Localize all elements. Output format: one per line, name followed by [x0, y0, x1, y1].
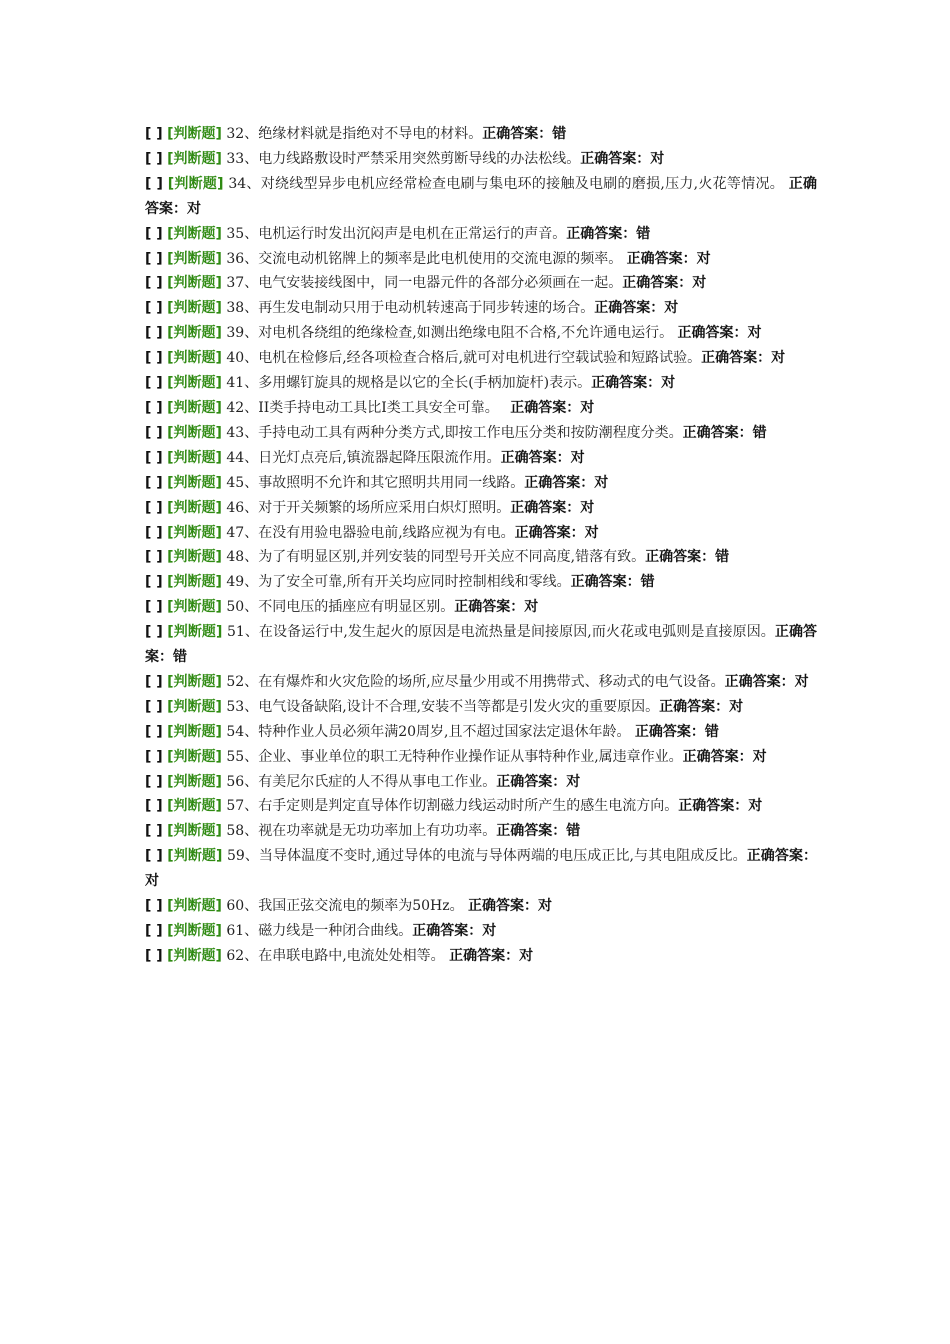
answer-label: 正确答案： — [468, 898, 539, 915]
answer-label: 正确答案： — [678, 798, 749, 815]
answer-value: 对 — [584, 524, 599, 541]
question-item — [145, 595, 817, 620]
answer-label: 正确答案： — [145, 175, 818, 217]
answer-label: 正确答案： — [510, 499, 581, 516]
answer-bracket: [ ] — [145, 300, 163, 317]
answer-label: 正确答案： — [500, 449, 571, 466]
question-text: 36、交流电动机铭牌上的频率是此电机使用的交流电源的频率。 — [226, 250, 627, 267]
question-type-tag: [判断题] — [167, 250, 222, 267]
answer-value: 错 — [640, 574, 655, 591]
answer-label: 正确答案： — [510, 399, 581, 416]
answer-bracket: [ ] — [145, 449, 163, 466]
question-type-tag: [判断题] — [167, 773, 222, 790]
answer-label: 正确答案： — [622, 275, 693, 292]
answer-label: 正确答案： — [145, 624, 818, 666]
answer-bracket: [ ] — [145, 325, 163, 342]
answer-bracket: [ ] — [145, 499, 163, 516]
question-type-tag: [判断题] — [167, 325, 222, 342]
answer-label: 正确答案： — [482, 126, 553, 142]
question-text: 52、在有爆炸和火灾危险的场所,应尽量少用或不用携带式、移动式的电气设备。 — [226, 673, 725, 690]
question-item — [145, 894, 817, 919]
question-item — [145, 670, 817, 695]
question-type-tag: [判断题] — [167, 275, 222, 292]
question-text: 53、电气设备缺陷,设计不合理,安装不当等都是引发火灾的重要原因。 — [226, 698, 660, 715]
question-type-tag: [判断题] — [167, 673, 222, 690]
question-text: 35、电机运行时发出沉闷声是电机在正常运行的声音。 — [226, 225, 567, 242]
answer-value: 对 — [752, 748, 767, 765]
answer-value: 错 — [715, 549, 730, 566]
question-type-tag: [判断题] — [167, 848, 223, 865]
answer-label: 正确答案： — [566, 225, 637, 242]
question-text: 48、为了有明显区别,并列安装的同型号开关应不同高度,错落有致。 — [226, 549, 646, 566]
answer-label: 正确答案： — [514, 524, 585, 541]
answer-value: 对 — [664, 300, 679, 317]
question-type-tag: [判断题] — [167, 375, 222, 392]
question-type-tag: [判断题] — [167, 126, 222, 142]
question-text: 46、对于开关频繁的场所应采用白炽灯照明。 — [226, 499, 511, 516]
question-item — [145, 944, 817, 969]
answer-value: 对 — [794, 673, 809, 690]
answer-value: 对 — [747, 325, 762, 342]
answer-label: 正确答案： — [412, 923, 483, 939]
answer-label: 正确答案： — [701, 350, 772, 367]
question-type-tag: [判断题] — [167, 424, 222, 441]
answer-bracket: [ ] — [145, 798, 163, 815]
question-text: 45、事故照明不允许和其它照明共用同一线路。 — [226, 474, 525, 491]
answer-bracket: [ ] — [145, 399, 163, 416]
question-item — [145, 720, 817, 745]
question-type-tag: [判断题] — [167, 748, 222, 765]
answer-bracket: [ ] — [145, 375, 163, 392]
answer-bracket: [ ] — [145, 126, 163, 142]
question-text: 60、我国正弦交流电的频率为50Hz。 — [226, 898, 469, 915]
question-item — [145, 147, 817, 172]
question-type-tag: [判断题] — [167, 823, 222, 840]
answer-label: 正确答案： — [677, 325, 748, 342]
question-item — [145, 695, 817, 720]
question-item — [145, 421, 817, 446]
question-item — [145, 570, 817, 595]
answer-bracket: [ ] — [145, 947, 163, 964]
answer-value: 对 — [661, 375, 676, 392]
question-text: 43、手持电动工具有两种分类方式,即按工作电压分类和按防潮程度分类。 — [226, 424, 683, 441]
answer-bracket: [ ] — [145, 350, 163, 367]
question-type-tag: [判断题] — [167, 399, 222, 416]
answer-value: 错 — [173, 649, 187, 666]
question-item — [145, 770, 817, 795]
question-text: 62、在串联电路中,电流处处相等。 — [226, 947, 450, 964]
question-item — [145, 844, 817, 894]
answer-bracket: [ ] — [145, 823, 163, 840]
question-text: 49、为了安全可靠,所有开关均应同时控制相线和零线。 — [226, 574, 571, 591]
answer-bracket: [ ] — [145, 773, 163, 790]
answer-bracket: [ ] — [145, 624, 163, 641]
answer-bracket: [ ] — [145, 848, 163, 865]
answer-label: 正确答案： — [626, 250, 697, 267]
question-item — [145, 296, 817, 321]
question-type-tag: [判断题] — [167, 723, 222, 740]
question-text: 39、对电机各绕组的绝缘检查,如测出绝缘电阻不合格,不允许通电运行。 — [226, 325, 678, 342]
answer-label: 正确答案： — [659, 698, 730, 715]
question-item — [145, 321, 817, 346]
question-text: 61、磁力线是一种闭合曲线。 — [226, 923, 413, 939]
question-text: 32、绝缘材料就是指绝对不导电的材料。 — [226, 126, 483, 142]
question-item — [145, 446, 817, 471]
answer-value: 错 — [752, 424, 767, 441]
question-type-tag: [判断题] — [167, 574, 222, 591]
answer-value: 对 — [145, 873, 159, 890]
question-type-tag: [判断题] — [167, 549, 222, 566]
question-item — [145, 172, 817, 222]
answer-value: 对 — [771, 350, 786, 367]
answer-bracket: [ ] — [145, 275, 163, 292]
question-item — [145, 496, 817, 521]
answer-bracket: [ ] — [145, 748, 163, 765]
question-item — [145, 271, 817, 296]
answer-label: 正确答案： — [496, 823, 567, 840]
answer-label: 正确答案： — [524, 474, 595, 491]
question-type-tag: [判断题] — [167, 449, 222, 466]
question-item — [145, 794, 817, 819]
answer-bracket: [ ] — [145, 898, 163, 915]
question-text: 54、特种作业人员必须年满20周岁,且不超过国家法定退休年龄。 — [226, 723, 635, 740]
question-text: 34、对绕线型异步电机应经常检查电刷与集电环的接触及电刷的磨损,压力,火花等情况。 — [228, 175, 789, 192]
answer-bracket: [ ] — [145, 175, 163, 192]
question-text: 59、当导体温度不变时,通过导体的电流与导体两端的电压成正比,与其电阻成反比。 — [226, 848, 747, 865]
answer-label: 正确答案： — [724, 673, 795, 690]
answer-bracket: [ ] — [145, 698, 163, 715]
answer-bracket: [ ] — [145, 150, 163, 167]
question-text: 50、不同电压的插座应有明显区别。 — [226, 599, 455, 616]
answer-label: 正确答案： — [682, 748, 753, 765]
answer-bracket: [ ] — [145, 923, 163, 939]
question-text: 40、电机在检修后,经各项检查合格后,就可对电机进行空载试验和短路试验。 — [226, 350, 702, 367]
answer-label: 正确答案： — [496, 773, 567, 790]
answer-value: 对 — [524, 599, 539, 616]
answer-label: 正确答案： — [454, 599, 525, 616]
answer-bracket: [ ] — [145, 673, 163, 690]
answer-value: 错 — [566, 823, 581, 840]
question-type-tag: [判断题] — [167, 599, 222, 616]
question-item — [145, 620, 817, 670]
answer-label: 正确答案： — [682, 424, 753, 441]
answer-label: 正确答案： — [594, 300, 665, 317]
answer-value: 对 — [482, 923, 497, 939]
answer-bracket: [ ] — [145, 250, 163, 267]
question-item — [145, 919, 817, 944]
question-item — [145, 371, 817, 396]
question-item — [145, 545, 817, 570]
answer-bracket: [ ] — [145, 524, 163, 541]
question-text: 38、再生发电制动只用于电动机转速高于同步转速的场合。 — [226, 300, 595, 317]
question-type-tag: [判断题] — [167, 698, 222, 715]
answer-value: 错 — [704, 723, 719, 740]
answer-label: 正确答案： — [591, 375, 662, 392]
answer-value: 对 — [566, 773, 581, 790]
question-type-tag: [判断题] — [167, 898, 222, 915]
question-list — [145, 122, 817, 969]
question-type-tag: [判断题] — [167, 798, 222, 815]
answer-value: 错 — [636, 225, 651, 242]
answer-value: 对 — [696, 250, 711, 267]
answer-value: 对 — [580, 499, 595, 516]
answer-bracket: [ ] — [145, 424, 163, 441]
question-text: 57、右手定则是判定直导体作切割磁力线运动时所产生的感生电流方向。 — [226, 798, 679, 815]
answer-value: 对 — [748, 798, 763, 815]
question-type-tag: [判断题] — [167, 150, 222, 167]
question-type-tag: [判断题] — [167, 947, 222, 964]
question-type-tag: [判断题] — [167, 225, 222, 242]
answer-value: 对 — [650, 150, 665, 167]
question-text: 41、多用螺钉旋具的规格是以它的全长(手柄加旋杆)表示。 — [226, 375, 592, 392]
question-item — [145, 247, 817, 272]
question-item — [145, 471, 817, 496]
question-text: 42、II类手持电动工具比I类工具安全可靠。 — [226, 399, 511, 416]
answer-bracket: [ ] — [145, 549, 163, 566]
question-type-tag: [判断题] — [167, 923, 222, 939]
question-text: 55、企业、事业单位的职工无特种作业操作证从事特种作业,属违章作业。 — [226, 748, 683, 765]
answer-bracket: [ ] — [145, 225, 163, 242]
answer-value: 对 — [594, 474, 609, 491]
question-text: 33、电力线路敷设时严禁采用突然剪断导线的办法松线。 — [226, 150, 581, 167]
answer-value: 错 — [552, 126, 567, 142]
answer-bracket: [ ] — [145, 574, 163, 591]
question-type-tag: [判断题] — [167, 350, 222, 367]
answer-value: 对 — [692, 275, 707, 292]
answer-label: 正确答案： — [746, 848, 818, 865]
answer-value: 对 — [519, 947, 534, 964]
question-text: 37、电气安装接线图中，同一电器元件的各部分必须画在一起。 — [226, 275, 623, 292]
answer-label: 正确答案： — [580, 150, 651, 167]
answer-label: 正确答案： — [645, 549, 716, 566]
question-type-tag: [判断题] — [167, 474, 222, 491]
question-item — [145, 396, 817, 421]
question-item — [145, 819, 817, 844]
question-text: 58、视在功率就是无功功率加上有功功率。 — [226, 823, 497, 840]
question-text: 56、有美尼尔氏症的人不得从事电工作业。 — [226, 773, 497, 790]
question-item — [145, 346, 817, 371]
answer-label: 正确答案： — [449, 947, 520, 964]
question-text: 44、日光灯点亮后,镇流器起降压限流作用。 — [226, 449, 501, 466]
question-item — [145, 745, 817, 770]
answer-bracket: [ ] — [145, 599, 163, 616]
question-item — [145, 122, 817, 147]
answer-bracket: [ ] — [145, 723, 163, 740]
answer-value: 对 — [729, 698, 744, 715]
answer-label: 正确答案： — [634, 723, 705, 740]
answer-value: 对 — [538, 898, 553, 915]
answer-value: 对 — [187, 200, 201, 217]
answer-value: 对 — [570, 449, 585, 466]
question-type-tag: [判断题] — [167, 300, 222, 317]
question-item — [145, 222, 817, 247]
question-type-tag: [判断题] — [167, 624, 223, 641]
question-type-tag: [判断题] — [167, 524, 222, 541]
question-text: 51、在设备运行中,发生起火的原因是电流热量是间接原因,而火花或电弧则是直接原因。 — [226, 624, 775, 641]
answer-value: 对 — [580, 399, 595, 416]
question-item — [145, 521, 817, 546]
answer-bracket: [ ] — [145, 474, 163, 491]
question-type-tag: [判断题] — [167, 175, 224, 192]
question-type-tag: [判断题] — [167, 499, 222, 516]
question-text: 47、在没有用验电器验电前,线路应视为有电。 — [226, 524, 515, 541]
answer-label: 正确答案： — [570, 574, 641, 591]
